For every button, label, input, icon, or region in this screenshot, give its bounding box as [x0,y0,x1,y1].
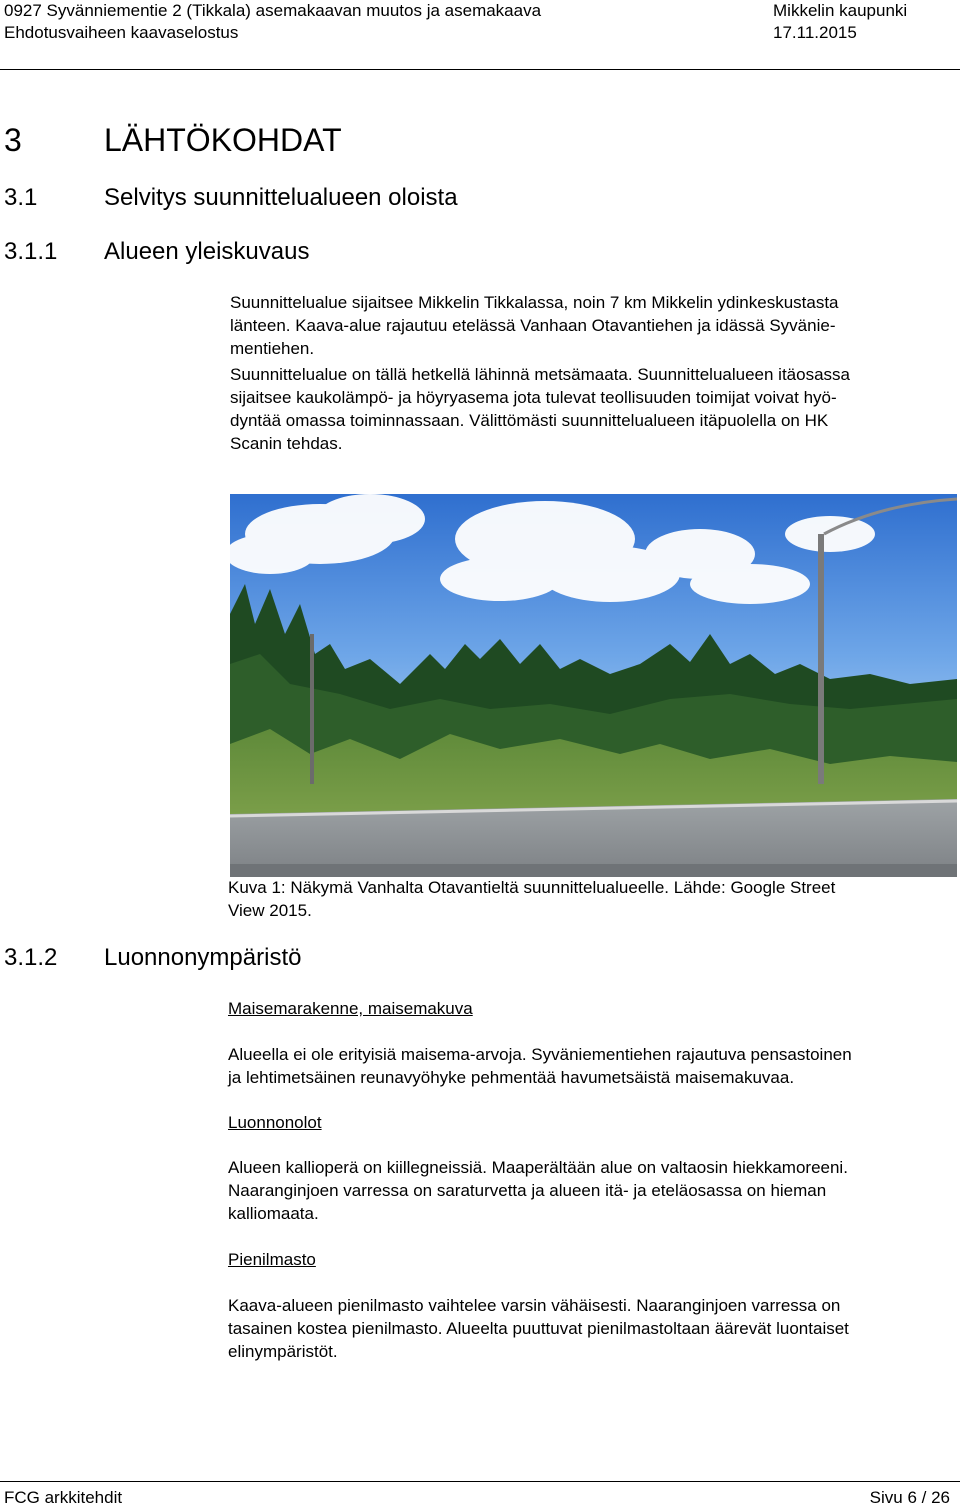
header-document-subtitle: Ehdotusvaiheen kaavaselostus [4,23,239,42]
text-line: länteen. Kaava-alue rajautuu etelässä Vanhaan Otavantiehen ja idässä Syvänie- [230,316,836,335]
text-line: ja lehtimetsäinen reunavyöhyke pehmentää havumetsäistä maisemakuvaa. [228,1068,795,1087]
text-line: Alueen kallioperä on kiillegneissiä. Maaperältään alue on valtaosin hiekkamoreeni. [228,1158,848,1177]
subsubsection-title-2: Luonnonympäristö [104,944,302,971]
subsubsection-heading-1 [4,236,564,268]
text-line: kalliomaata. [228,1204,319,1223]
text-line: sijaitsee kaukolämpö- ja höyryasema jota tulevat teollisuuden toimijat voivat hyö- [230,388,837,407]
paragraph-general-description [230,291,951,360]
section-number: 3 [4,122,22,158]
footer-rule [0,1481,960,1482]
paragraph-landscape [228,1043,951,1089]
caption-line: Kuva 1: Näkymä Vanhalta Otavantieltä suunnittelualueelle. Lähde: Google Street [228,878,836,897]
text-line: dyntää omassa toiminnassaan. Välittömästi suunnittelualueen itäpuolella on HK [230,411,829,430]
paragraph-current-use [230,363,951,455]
landscape-heading: Maisemarakenne, maisemakuva [228,999,473,1018]
text-line: mentiehen. [230,339,315,358]
text-line: Alueella ei ole erityisiä maisema-arvoja. Syväniementiehen rajautuva pensastoinen [228,1045,852,1064]
text-line: Scanin tehdas. [230,434,343,453]
text-line: Suunnittelualue sijaitsee Mikkelin Tikkalassa, noin 7 km Mikkelin ydinkeskustasta [230,293,839,312]
subsubsection-title-1: Alueen yleiskuvaus [104,238,310,265]
paragraph-nature [228,1156,951,1225]
header-rule [0,69,960,70]
text-line: tasainen kostea pienilmasto. Alueelta puuttuvat pienilmastoltaan äärevät luontaiset [228,1319,849,1338]
caption-line: View 2015. [228,901,312,920]
subsection-heading [4,182,564,214]
subsubsection-number-2: 3.1.2 [4,944,58,971]
section-title: LÄHTÖKOHDAT [104,122,342,158]
utility-pole-left [310,634,314,784]
header-document-title: 0927 Syvänniementie 2 (Tikkala) asemakaavan muutos ja asemakaava [4,1,542,20]
text-line: Kaava-alueen pienilmasto vaihtelee varsin vähäisesti. Naaranginjoen varressa on [228,1296,841,1315]
subsection-title: Selvitys suunnittelualueen oloista [104,184,458,211]
text-line: Suunnittelualue on tällä hetkellä lähinnä metsämaata. Suunnittelualueen itäosassa [230,365,850,384]
subsection-number: 3.1 [4,184,38,211]
microclimate-heading: Pienilmasto [228,1250,316,1269]
header-organization: Mikkelin kaupunki [773,1,908,20]
footer-company: FCG arkkitehdit [4,1488,123,1507]
header-date: 17.11.2015 [773,23,857,42]
street-view-photo [230,494,957,877]
text-line: elinympäristöt. [228,1342,338,1361]
utility-pole-right [818,534,824,784]
subsubsection-heading-2 [4,942,564,974]
figure-caption [228,876,951,922]
text-line: Naaranginjoen varressa on saraturvetta ja alueen itä- ja eteläosassa on hieman [228,1181,827,1200]
footer-page-number: Sivu 6 / 26 [869,1488,950,1507]
subsubsection-number-1: 3.1.1 [4,238,58,265]
paragraph-microclimate [228,1294,951,1363]
nature-heading: Luonnonolot [228,1113,322,1132]
